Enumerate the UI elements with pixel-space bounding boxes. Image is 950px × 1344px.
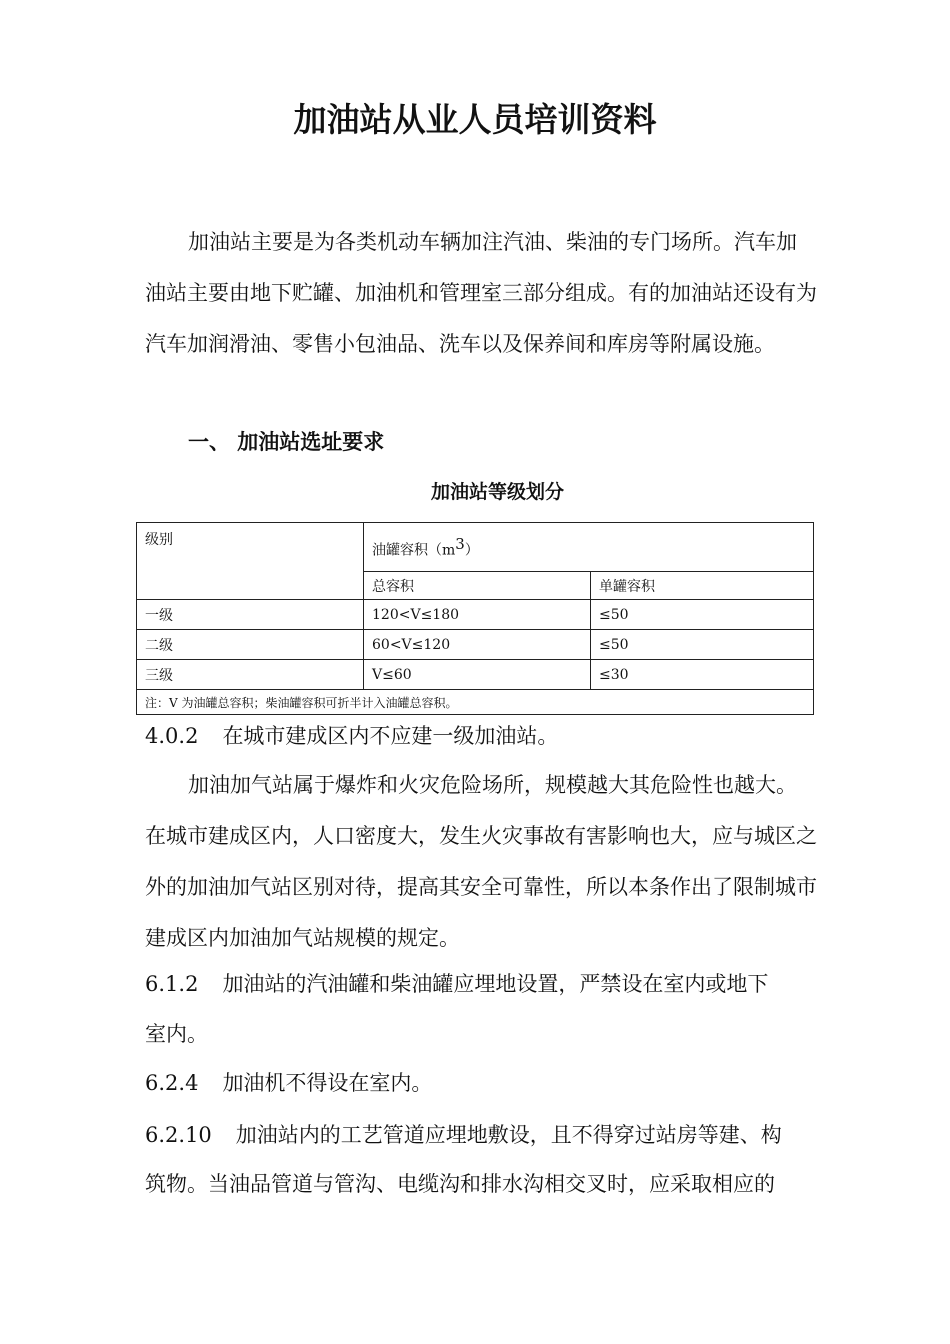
paragraph-402-explanation: 加油加气站属于爆炸和火灾危险场所，规模越大其危险性也越大。在城市建成区内，人口密度大，发生火灾事故有害影响也大，应与城区之外的加油加气站区别对待，提高其安全可靠性，所以本条作出了限制城市建成区内加油加气站规模的规定。 — [145, 773, 817, 950]
header-capacity-close: ） — [464, 542, 479, 559]
cell-total: 120<V≤180 — [364, 600, 591, 630]
cell-level: 一级 — [137, 600, 364, 630]
clause-6210 — [145, 1117, 817, 1153]
clause-402-number: 4.0.2 — [145, 724, 199, 748]
header-capacity — [364, 523, 814, 572]
document-title: 加油站从业人员培训资料 — [293, 100, 657, 139]
table-row — [137, 630, 814, 660]
clause-624 — [145, 1065, 817, 1101]
cell-total: 60<V≤120 — [364, 630, 591, 660]
clause-612-continuation: 室内。 — [145, 1022, 208, 1046]
table-row — [137, 600, 814, 630]
table-note-row — [137, 690, 814, 715]
cell-level: 三级 — [137, 660, 364, 690]
grade-table — [136, 522, 814, 715]
cell-total: V≤60 — [364, 660, 591, 690]
clause-612 — [145, 966, 817, 1002]
table-row — [137, 660, 814, 690]
clause-402-text: 在城市建成区内不应建一级加油站。 — [222, 724, 559, 748]
subheader-total: 总容积 — [364, 572, 591, 600]
subheader-single: 单罐容积 — [591, 572, 814, 600]
clause-402 — [145, 718, 817, 754]
clause-612-text: 加油站的汽油罐和柴油罐应埋地设置，严禁设在室内或地下 — [222, 972, 769, 996]
section-heading-site-selection: 一、 加油站选址要求 — [188, 430, 385, 454]
header-capacity-sup: 3 — [455, 534, 465, 553]
cell-single: ≤50 — [591, 600, 814, 630]
intro-paragraph: 加油站主要是为各类机动车辆加注汽油、柴油的专门场所。汽车加油站主要由地下贮罐、加油机和管理室三部分组成。有的加油站还设有为汽车加润滑油、零售小包油品、洗车以及保养间和库房等附属设施。 — [145, 230, 817, 356]
table-note: 注：V 为油罐总容积；柴油罐容积可折半计入油罐总容积。 — [137, 690, 814, 715]
cell-single: ≤50 — [591, 630, 814, 660]
clause-624-text: 加油机不得设在室内。 — [222, 1071, 433, 1095]
header-level: 级别 — [137, 523, 364, 600]
clause-624-number: 6.2.4 — [145, 1071, 199, 1095]
clause-6210-continuation: 筑物。当油品管道与管沟、电缆沟和排水沟相交叉时，应采取相应的 — [145, 1172, 775, 1196]
cell-single: ≤30 — [591, 660, 814, 690]
clause-6210-text: 加油站内的工艺管道应埋地敷设，且不得穿过站房等建、构 — [235, 1123, 782, 1147]
clause-6210-number: 6.2.10 — [145, 1123, 212, 1147]
table-header-row — [137, 523, 814, 572]
table-title: 加油站等级划分 — [430, 481, 564, 503]
header-capacity-label: 油罐容积（m — [372, 542, 456, 559]
cell-level: 二级 — [137, 630, 364, 660]
clause-612-number: 6.1.2 — [145, 972, 199, 996]
